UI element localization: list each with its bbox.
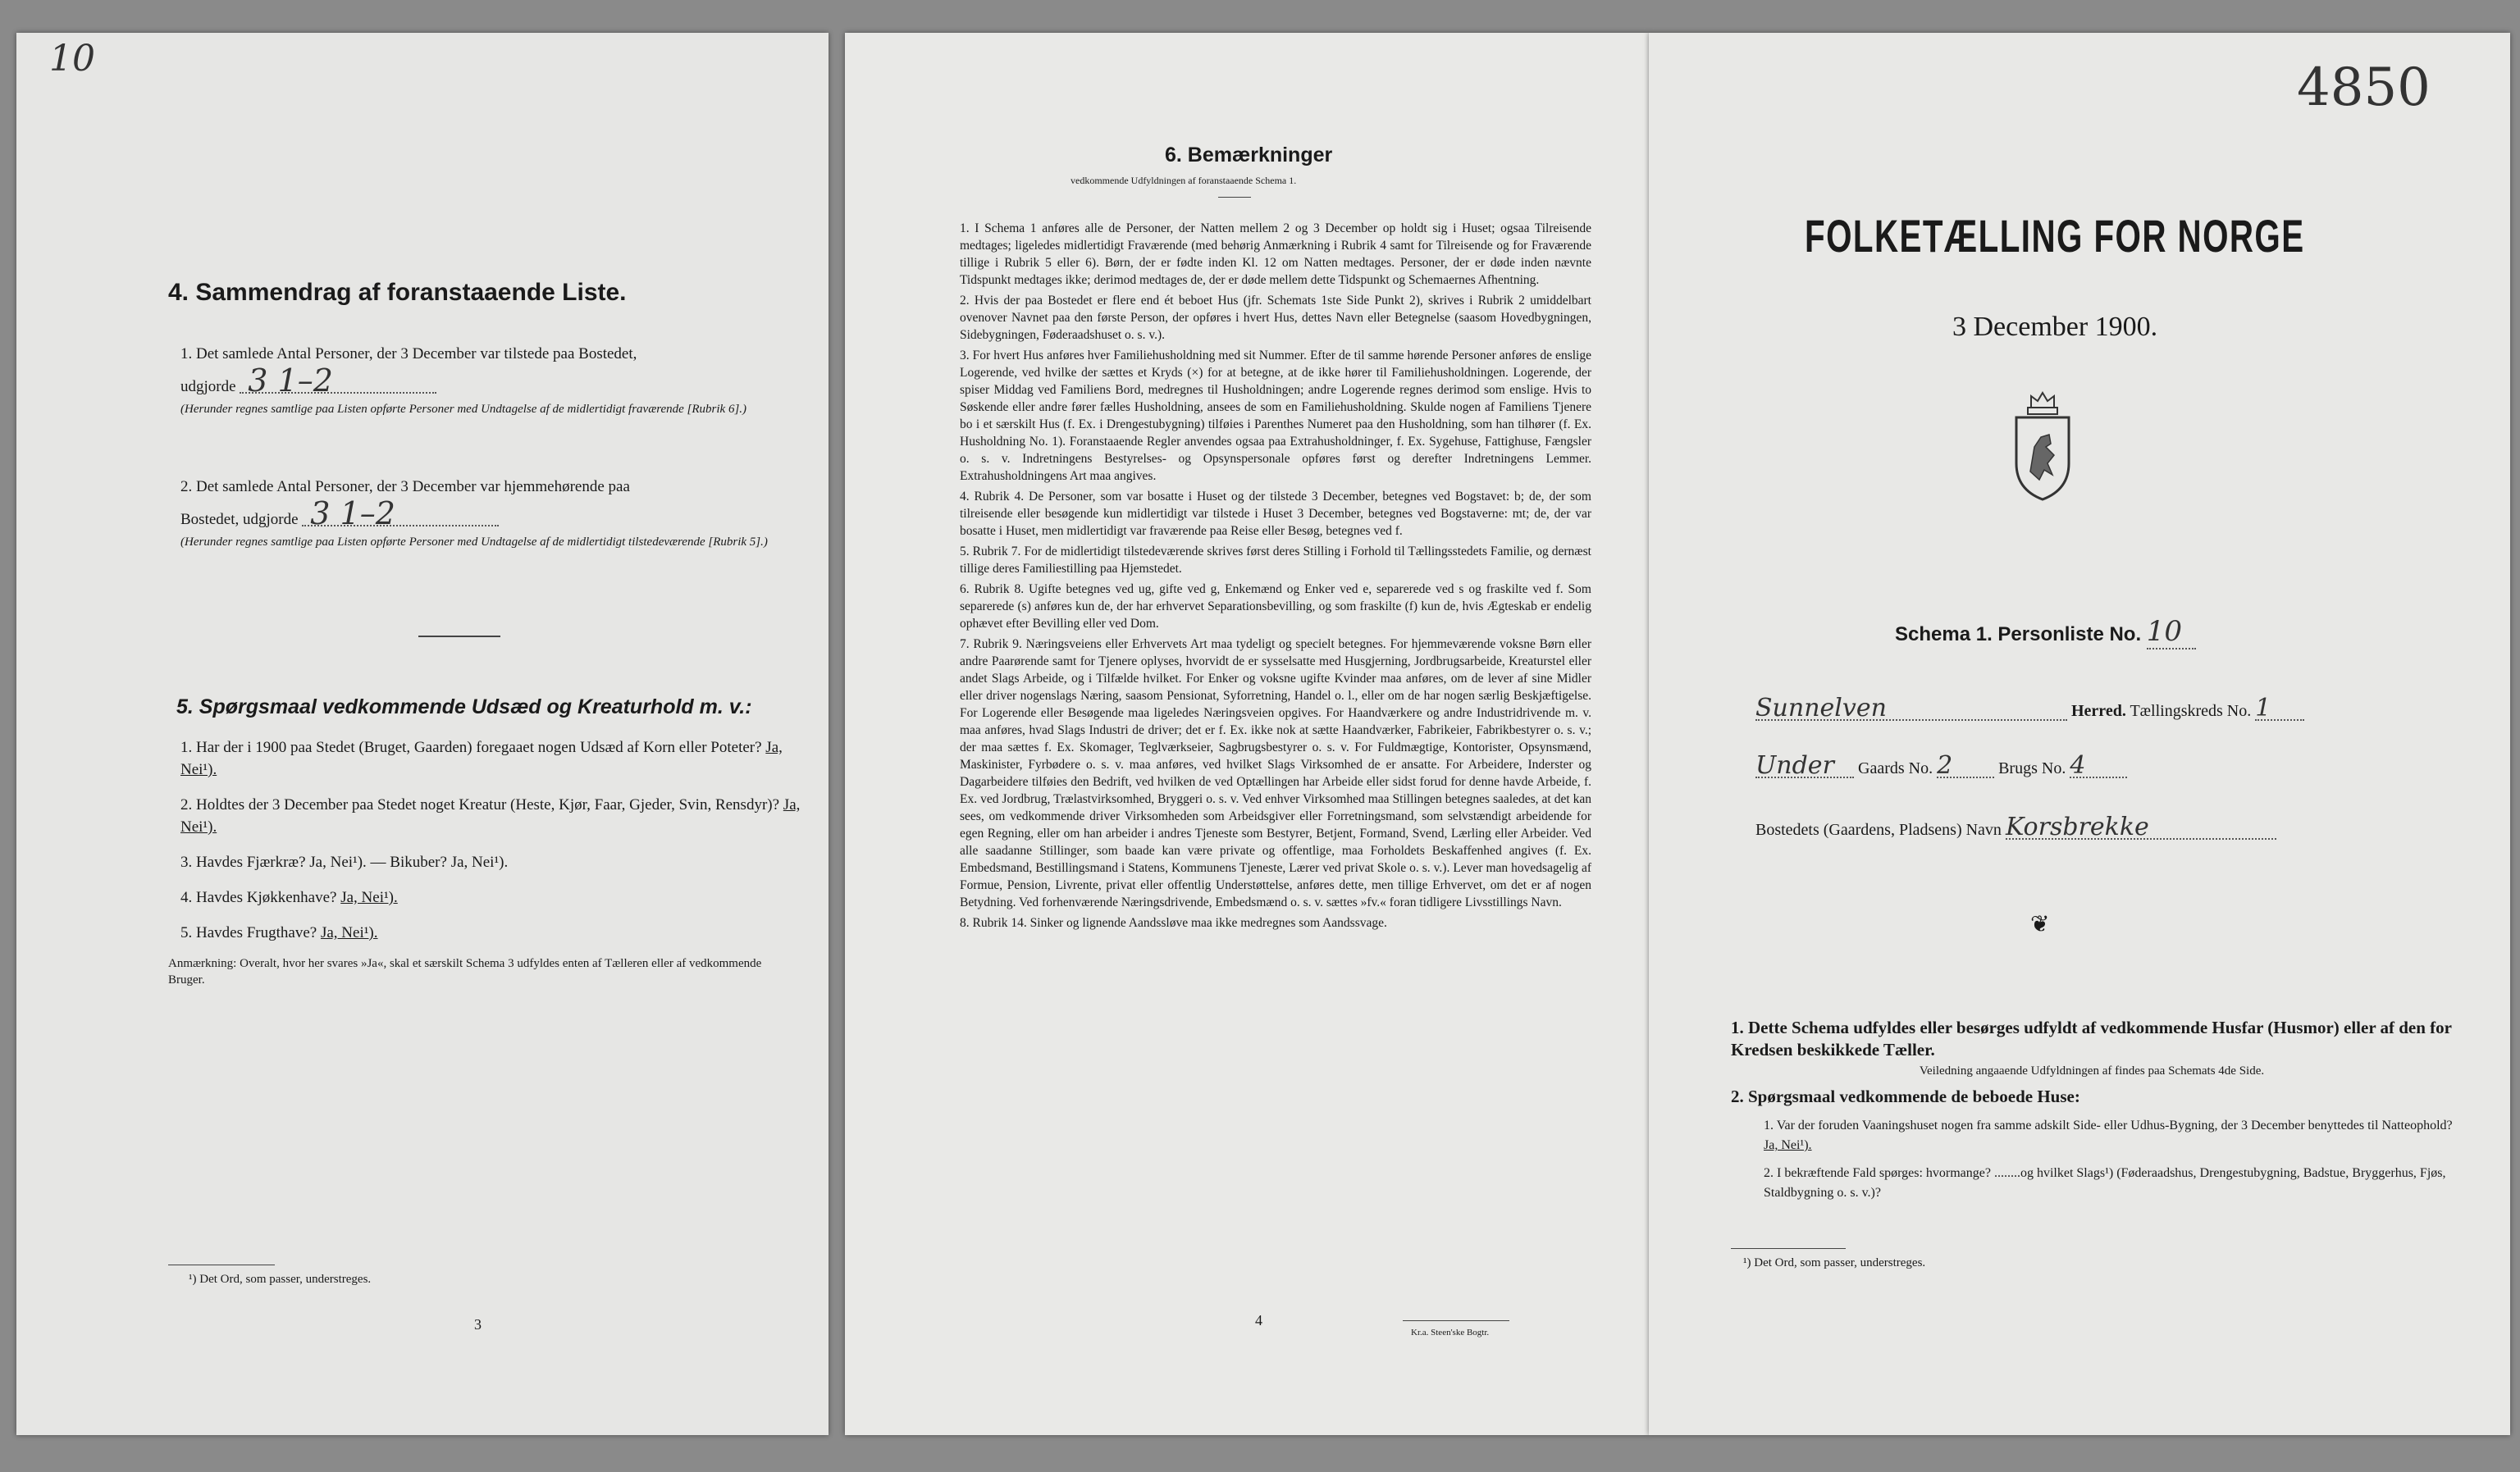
page-3 [16, 33, 829, 1435]
present-count: 3 1–2 [240, 370, 436, 394]
summary-item-2-lead: Bostedet, udgjorde [180, 511, 299, 528]
question-1: 1. Har der i 1900 paa Stedet (Bruget, Gaarden) foregaaet nogen Udsæd af Korn eller Poteter? [180, 739, 762, 756]
section-4-title: 4. Sammendrag af foranstaaende Liste. [168, 279, 627, 306]
question-3: 3. Havdes Fjærkræ? [180, 854, 306, 871]
house-question-1 [1764, 1116, 2453, 1155]
remark-2: 2. Hvis der paa Bostedet er flere end ét beboet Hus (jfr. Schemats 1ste Side Punkt 2), skrives i Rubrik 2 umiddelbart ovenover Navnet paa den første Person, der opføres i hvert Hus, dettes Navn eller Betegnelse (saasom Hovedbygningen, Sidebygningen, Føderaadshuset o. s. v.). [960, 294, 1591, 342]
answer-4: Ja, Nei¹). [340, 889, 398, 906]
instructions [1731, 1017, 2453, 1203]
remark-7: 7. Rubrik 9. Næringsveiens eller Erhvervets Art maa tydeligt og specielt betegnes. For hjemmeværende voksne Børn eller andre Paarørende samt for Tjenere oplyses, hvorvidt de er sysselsatte med Husgjerning, Jordbrugsarbeide, Kreaturstel eller andet Slags Arbeide, og i Tilfælde hvilket. For Enker og voksne ugifte Kvinder maa anføres, om de lever af sine Midler eller driver nogenslags Næring, saasom Pensionat, Syforretning, Handel o. l., eller om de har nogen særlig Beskjæftigelse. For Logerende eller Besøgende maa ligeledes Næringsveien opgives. For Haandværkere og andre Industridrivende m. v. maa anføres, hvad Slags Industri de driver; det er f. Ex. ikke nok at sætte Haandværker, Fabrikeier, Fabrikbestyrer o. s. v.; der maa sættes f. Ex. Skomager, Teglværkseier, Sagbrugsbestyrer o. s. v. For Fuldmægtige, Kontorister, Opsynsmænd, Maskinister, Fyrbødere o. s. v. maa anføres, ved hvilket Slags Virksomhed de er ansatte. For Arbeidere, Inderster og Dagarbeidere tilføies den Bedrift, ved hvilken de ved Optællingen har Arbeide eller sidst forud for denne havde Arbeide, f. Ex. ved Jordbrug, Trælastvirksomhed, Bryggeri o. s. v. Ved enhver Virksomhed maa Stillingen betegnes saaledes, at det kan sees, om vedkommende driver Virksomheden som Arbeidsgiver eller Forretningsmand, som selvstændigt arbeidende for egen Regning, eller om han arbeider i andres Tjeneste som Bestyrer, Betjent, Formand, Svend, Lærling eller Arbeider. Ved alle saadanne Stillinger, som baade kan være private og offentlige, maa Forholdets Beskaffenhed angives (f. Ex. Embedsmand, Bestillingsmand i Statens, Kommunens Tjeneste, Lærer ved privat Skole o. s. v.). Lever man hovedsagelig af Formue, Pension, Livrente, privat eller offentlig Understøttelse, anføres dette, men tillige Erhvervet, om det er af nogen Betydning. Ved forhenværende Næringsdrivende, Embedsmænd o. s. v. sættes »fv.« foran tidligere Livsstillings Navn. [960, 637, 1591, 909]
section-5-title: 5. Spørgsmaal vedkommende Udsæd og Kreaturhold m. v.: [176, 695, 752, 718]
gaards-value: 2 [1937, 754, 1994, 778]
census-title: FOLKETÆLLING FOR NORGE [1805, 210, 2305, 262]
remark-3: 3. For hvert Hus anføres hver Familiehusholdning med sit Nummer. Efter de til samme hørende Personer anføres de enslige Logerende, ved hvilke der sættes et Kryds (×) for at betegne, at de ikke hører til Familiehusholdningen. Logerende, der spiser Middag ved Familiens Bord, medregnes til Husholdningen; andre Logerende regnes derimod som enslige. Hvis to Søskende eller andre fører fælles Husholdning, ansees de som en Familiehusholdning. Skulde nogen af Familiens Tjenere bo i et særskilt Hus (f. Ex. i Drengestubygning) tilføies i Parenthes Numeret paa den Husholdning, som han tilhører (f. Ex. Husholdning No. 1). Foranstaaende Regler anvendes ogsaa paa Extrahusholdninger, f. Ex. Sygehuse, Fattighuse, Fængsler o. s. v. Indretningens Bestyrelses- og Opsynspersonale opføres først og derefter Indretningens Lemmer. Extrahusholdningens Art maa angives. [960, 349, 1591, 483]
remarks-title: 6. Bemærkninger [1165, 144, 1333, 166]
schema-label: Schema 1. Personliste No. [1895, 623, 2142, 645]
printer-mark: Kr.a. Steen'ske Bogtr. [1411, 1328, 1490, 1338]
house-question-2: 2. I bekræftende Fald spørges: hvormange? ........og hvilket Slags¹) (Føderaadshus, Drengestubygning, Badstue, Bryggerhus, Fjøs, Staldbygning o. s. v.)? [1764, 1166, 2446, 1200]
gaard-name: Under [1755, 754, 1854, 778]
instruction-2: 2. Spørgsmaal vedkommende de beboede Huse: [1731, 1087, 2080, 1106]
schema-line [1895, 615, 2196, 649]
summary-item-1-lead: udgjorde [180, 378, 236, 395]
answer-5: Ja, Nei¹). [320, 924, 378, 941]
anmerkning: Anmærkning: Overalt, hvor her svares »Ja«, skal et særskilt Schema 3 udfyldes enten af Tælleren eller af vedkommende Bruger. [168, 957, 762, 987]
bosted-line [1755, 813, 2469, 841]
question-4: 4. Havdes Kjøkkenhave? [180, 889, 337, 906]
census-date: 3 December 1900. [1952, 312, 2158, 342]
gaard-line [1755, 751, 2469, 780]
remarks-list [960, 220, 1591, 935]
personliste-number: 10 [2147, 615, 2196, 649]
coat-of-arms-icon [2002, 390, 2084, 504]
herred-line [1755, 694, 2469, 722]
remark-8: 8. Rubrik 14. Sinker og lignende Aandssløve maa ikke medregnes som Aandssvage. [960, 916, 1387, 930]
footnote-rule [1731, 1248, 1846, 1249]
remark-5: 5. Rubrik 7. For de midlertidigt tilstedeværende skrives først deres Stilling i Forhold til Tællingsstedets Familie, og dernæst tillige deres Familiestilling paa Hjemstedet. [960, 545, 1591, 576]
kreds-label: Tællingskreds No. [2130, 702, 2252, 720]
divider [418, 636, 500, 637]
answer-3: Ja, Nei¹). — Bikuber? Ja, Nei¹). [309, 854, 509, 871]
brugs-value: 4 [2070, 754, 2127, 778]
bosted-value: Korsbrekke [2006, 816, 2276, 840]
remark-1: 1. I Schema 1 anføres alle de Personer, der Natten mellem 2 og 3 December op holdt sig i Huset; ogsaa Tilreisende medtages; ligeledes midlertidigt Fraværende (med behørig Anmærkning i Rubrik 4 samt for Tilreisende og for Fraværende tillige i Rubrik 5 eller 6). Børn, der er fødte inden Kl. 12 om Natten medtages. Personer, der er døde inden nævnte Tidspunkt medtages ikke; derimod medtages de, der er døde mellem dette Tidspunkt og Schemaernes Afhentning. [960, 221, 1591, 287]
remark-6: 6. Rubrik 8. Ugifte betegnes ved ug, gifte ved g, Enkemænd og Enker ved e, separerede ved s og fraskilte ved f. Som separerede (s) anføres kun de, der har erhvervet Separationsbevilling, og som fraskilte (f) kun de, hvis Ægteskab er endelig ophævet efter Bevilling eller ved Dom. [960, 582, 1591, 631]
livestock-questions [180, 736, 804, 944]
summary-item-1-text: 1. Det samlede Antal Personer, der 3 December var tilstede paa Bostedet, [180, 345, 637, 362]
page-1 [1649, 33, 2510, 1435]
page-number: 3 [474, 1316, 482, 1333]
corner-number: 10 [49, 38, 95, 80]
summary-item-1-note: (Herunder regnes samtlige paa Listen opførte Personer med Undtagelse af de midlertidigt fraværende [Rubrik 6].) [180, 403, 747, 416]
brugs-label: Brugs No. [1998, 759, 2066, 777]
page-4 [845, 33, 1649, 1435]
herred-value: Sunnelven [1755, 697, 2067, 721]
archive-number: 4850 [2297, 57, 2431, 118]
remarks-subtitle: vedkommende Udfyldningen af foranstaaende Schema 1. [1071, 175, 1297, 186]
bosted-label: Bostedets (Gaardens, Pladsens) Navn [1755, 821, 2002, 839]
title-rule [1218, 197, 1251, 198]
house-answer-1: Ja, Nei¹). [1764, 1138, 1812, 1152]
answer-1: Ja, Nei¹). [180, 739, 783, 778]
kreds-value: 1 [2255, 697, 2304, 721]
page-number: 4 [1255, 1312, 1262, 1328]
question-2: 2. Holdtes der 3 December paa Stedet noget Kreatur (Heste, Kjør, Faar, Gjeder, Svin, Rensdyr)? [180, 796, 780, 813]
resident-count: 3 1–2 [302, 503, 499, 526]
summary-item-2-note: (Herunder regnes samtlige paa Listen opførte Personer med Undtagelse af de midlertidigt tilstedeværende [Rubrik 5].) [180, 535, 768, 549]
printer-rule [1403, 1320, 1509, 1321]
ornament-icon: ❦ [2030, 912, 2050, 937]
footnote: ¹) Det Ord, som passer, understreges. [189, 1273, 372, 1286]
house-question-1-text: 1. Var der foruden Vaaningshuset nogen fra samme adskilt Side- eller Udhus-Bygning, der 3 December benyttedes til Natteophold? [1764, 1119, 2453, 1132]
remark-4: 4. Rubrik 4. De Personer, som var bosatte i Huset og der tilstede 3 December, betegnes ved Bogstavet: b; de, der som tilreisende eller besøgende kun midlertidigt var tilstede i Huset 3 December, betegnes ved Bogstaverne: mt; de, der var bosatte i Huset, men midlertidigt var fraværende paa Reise eller Besøg, betegnes ved f. [960, 490, 1591, 538]
herred-label: Herred. [2071, 702, 2126, 720]
gaards-label: Gaards No. [1858, 759, 1933, 777]
instruction-1-sub: Veiledning angaaende Udfyldningen af findes paa Schemats 4de Side. [1919, 1064, 2265, 1078]
instruction-1: 1. Dette Schema udfyldes eller besørges udfyldt af vedkommende Husfar (Husmor) eller af den for Kredsen beskikkede Tæller. [1731, 1018, 2452, 1060]
summary-item-2-text: 2. Det samlede Antal Personer, der 3 December var hjemmehørende paa [180, 478, 630, 495]
answer-2: Ja, Nei¹). [180, 796, 801, 836]
question-5: 5. Havdes Frugthave? [180, 924, 317, 941]
footnote: ¹) Det Ord, som passer, understreges. [1743, 1256, 1926, 1269]
summary-item-2 [180, 476, 804, 550]
summary-item-1 [180, 343, 804, 417]
